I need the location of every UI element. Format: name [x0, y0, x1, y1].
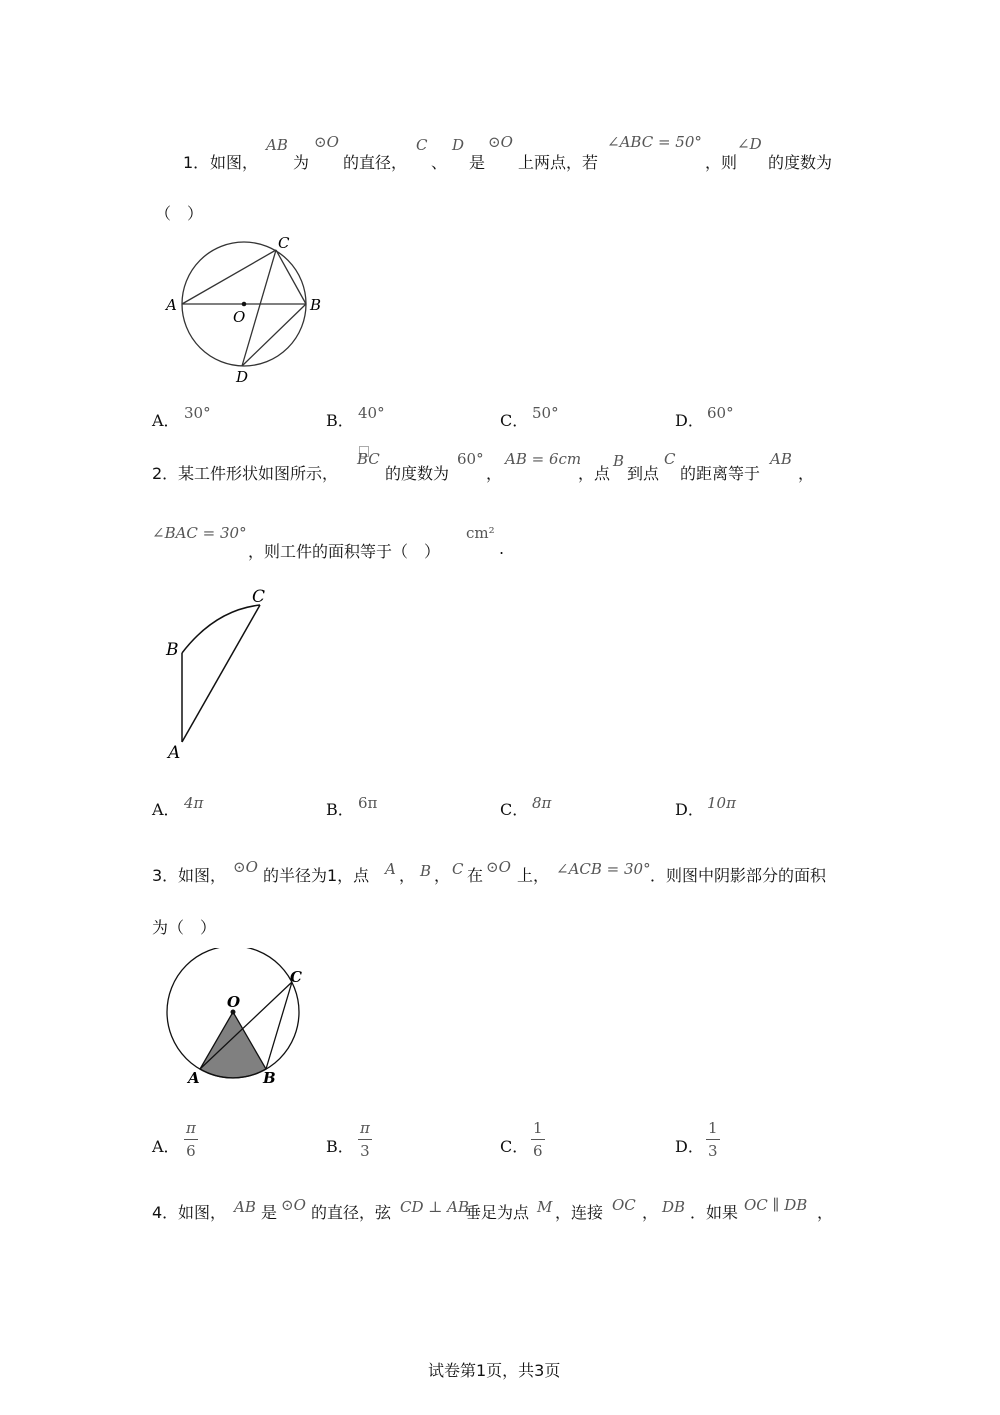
q2-segment-ac	[182, 605, 260, 742]
q2-text: 到点	[627, 464, 660, 483]
q4-text: ．如果	[690, 1203, 739, 1222]
q2-option-b-value[interactable]: 6π	[358, 794, 378, 812]
q1-answer-paren: （ ）	[155, 204, 204, 223]
q3-option-a-denominator: 6	[186, 1142, 196, 1160]
q4-text: ，连接	[555, 1203, 604, 1222]
q4-text: 如图，	[178, 1203, 227, 1222]
q2-text: 的度数为	[385, 464, 450, 483]
q2-option-b-letter[interactable]: B．	[326, 800, 354, 819]
fraction-bar	[184, 1139, 198, 1140]
q2-text: .	[499, 539, 505, 558]
q3-option-d-denominator: 3	[708, 1142, 718, 1160]
q2-math-unit: cm²	[466, 524, 495, 542]
q3-text: 在	[467, 866, 484, 885]
q1-number: 1．	[183, 153, 210, 172]
q4-math-circle-o: ⊙O	[281, 1196, 306, 1214]
q1-center-point	[242, 302, 247, 307]
q1-chord-cb	[276, 250, 306, 304]
q1-math-ab: AB	[266, 136, 288, 154]
q2-figure	[160, 580, 290, 765]
fraction-bar	[706, 1139, 720, 1140]
q4-math-perpendicular: CD ⊥ AB	[400, 1198, 470, 1216]
q1-figure	[160, 232, 340, 392]
q2-math-ab: AB	[770, 450, 792, 468]
q2-text: ，点	[578, 464, 611, 483]
q4-text: 是	[261, 1203, 278, 1222]
q2-text: 的距离等于	[680, 464, 761, 483]
q2-math-b: B	[613, 452, 625, 470]
q3-text: ，	[434, 866, 451, 885]
q1-option-b-value[interactable]: 40°	[358, 404, 385, 422]
q3-label-o: O	[227, 993, 241, 1011]
q3-option-d-fraction[interactable]	[706, 1119, 720, 1160]
q1-label-a: A	[166, 296, 177, 314]
q2-label-b: B	[166, 640, 179, 660]
q2-text: ，	[798, 464, 815, 483]
q4-text: 的直径，弦	[311, 1203, 392, 1222]
q2-number: 2．	[152, 464, 179, 483]
q1-option-d-value[interactable]: 60°	[707, 404, 734, 422]
q2-option-a-letter[interactable]: A．	[152, 800, 180, 819]
q3-math-b: B	[420, 862, 432, 880]
q3-option-d-letter[interactable]: D．	[675, 1137, 704, 1156]
q2-text: ，	[486, 464, 503, 483]
q2-text: 某工件形状如图所示，	[178, 464, 339, 483]
q1-option-b-letter[interactable]: B．	[326, 411, 354, 430]
q3-label-a: A	[188, 1069, 200, 1087]
q1-option-d-letter[interactable]: D．	[675, 411, 704, 430]
q3-option-a-letter[interactable]: A．	[152, 1137, 180, 1156]
q4-text: ，	[817, 1203, 834, 1222]
q1-text: ，则	[705, 153, 738, 172]
q2-math-c: C	[664, 450, 676, 468]
q4-text: ，	[642, 1203, 659, 1222]
q2-option-c-value[interactable]: 8π	[532, 794, 552, 812]
q3-option-d-numerator: 1	[708, 1119, 718, 1137]
q1-label-b: B	[310, 296, 322, 314]
q2-option-d-letter[interactable]: D．	[675, 800, 704, 819]
q4-number: 4．	[152, 1203, 179, 1222]
q3-text-line2: 为（ ）	[152, 918, 217, 937]
q2-option-c-letter[interactable]: C．	[500, 800, 529, 819]
q1-option-c-letter[interactable]: C．	[500, 411, 529, 430]
q2-text: ，则工件的面积等于（ ）	[248, 542, 441, 561]
q3-option-c-fraction[interactable]	[531, 1119, 545, 1160]
q3-text: 上，	[517, 866, 550, 885]
q4-math-ab: AB	[234, 1198, 256, 1216]
q1-label-d: D	[236, 368, 249, 386]
q3-math-angle: ∠ACB = 30°	[556, 860, 651, 878]
q3-option-b-numerator: π	[360, 1119, 370, 1137]
q3-option-c-numerator: 1	[533, 1119, 543, 1137]
q4-math-oc: OC	[612, 1196, 636, 1214]
q1-text: 上两点，若	[518, 153, 599, 172]
q3-option-a-numerator: π	[186, 1119, 196, 1137]
q2-math-deg: 60°	[457, 450, 484, 468]
q4-math-parallel: OC ∥ DB	[744, 1196, 808, 1214]
q2-math-ab-length: AB = 6cm	[505, 450, 582, 468]
q3-option-b-denominator: 3	[360, 1142, 370, 1160]
q3-text: ，	[399, 866, 416, 885]
q4-math-m: M	[537, 1198, 553, 1216]
q3-shaded-sector	[200, 1012, 266, 1078]
q1-text: 的度数为	[768, 153, 833, 172]
q1-option-a-value[interactable]: 30°	[184, 404, 211, 422]
q3-label-b: B	[263, 1069, 276, 1087]
q3-option-c-denominator: 6	[533, 1142, 543, 1160]
q3-option-c-letter[interactable]: C．	[500, 1137, 529, 1156]
q3-option-a-fraction[interactable]	[184, 1119, 198, 1160]
q3-math-circle-o: ⊙O	[486, 858, 511, 876]
q2-math-angle: ∠BAC = 30°	[152, 524, 247, 542]
q3-text: ．则图中阴影部分的面积	[650, 866, 827, 885]
q1-label-c: C	[278, 234, 290, 252]
q3-option-b-fraction[interactable]	[358, 1119, 372, 1160]
q2-label-a: A	[168, 743, 181, 763]
page-footer: 试卷第1页，共3页	[428, 1361, 561, 1380]
q2-math-arc-bc: BC	[357, 450, 380, 468]
q1-text: 的直径，	[343, 153, 408, 172]
q1-math-d: D	[452, 136, 465, 154]
q3-math-a: A	[385, 860, 396, 878]
q3-label-c: C	[290, 968, 302, 986]
q1-chord-cd	[242, 250, 276, 366]
q2-option-d-value[interactable]: 10π	[707, 794, 736, 812]
q1-math-angle: ∠ABC = 50°	[607, 133, 702, 151]
q1-label-o: O	[233, 308, 246, 326]
q1-text: 如图，	[210, 153, 259, 172]
q2-label-c: C	[252, 587, 266, 607]
q3-text: 如图，	[178, 866, 227, 885]
q1-text: 、	[431, 153, 448, 172]
q1-math-c: C	[416, 136, 428, 154]
q4-math-db: DB	[662, 1198, 686, 1216]
q1-text: 是	[469, 153, 486, 172]
q1-option-c-value[interactable]: 50°	[532, 404, 559, 422]
q2-option-a-value[interactable]: 4π	[184, 794, 204, 812]
fraction-bar	[358, 1139, 372, 1140]
q2-arc-bc	[182, 605, 260, 653]
q1-math-circle-o: ⊙O	[314, 133, 339, 151]
q3-math-circle-o: ⊙O	[233, 858, 258, 876]
q3-figure	[160, 948, 320, 1088]
q4-text: 垂足为点	[465, 1203, 530, 1222]
q1-math-angle-d: ∠D	[737, 135, 762, 153]
q3-number: 3．	[152, 866, 179, 885]
q3-text: 的半径为1，点	[263, 866, 370, 885]
q3-option-b-letter[interactable]: B．	[326, 1137, 354, 1156]
q3-math-c: C	[452, 860, 464, 878]
q1-text: 为	[293, 153, 310, 172]
q1-option-a-letter[interactable]: A．	[152, 411, 180, 430]
fraction-bar	[531, 1139, 545, 1140]
q1-math-circle-o: ⊙O	[488, 133, 513, 151]
